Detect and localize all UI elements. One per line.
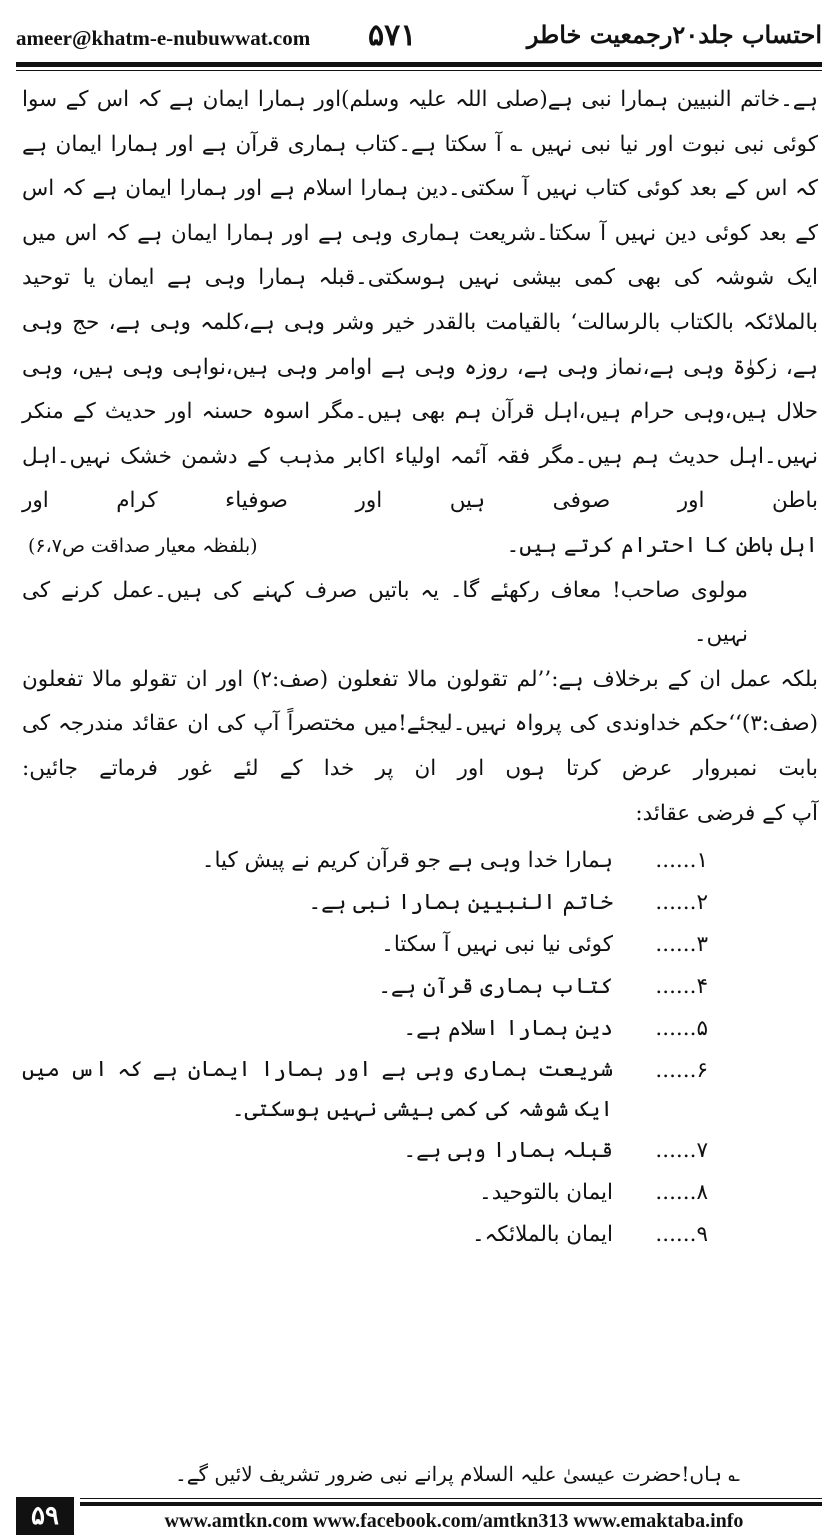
- footer-urls: www.amtkn.com www.facebook.com/amtkn313 www.emaktaba.info: [164, 1510, 744, 1532]
- list-item-text: خاتم النبیین ہمارا نبی ہے۔: [308, 890, 613, 916]
- header-rule-thick: [16, 62, 822, 67]
- footer-page-number: ۵۹: [16, 1497, 74, 1535]
- footer-rule-thin: [80, 1498, 822, 1499]
- list-item-text: ایمان بالملائکہ۔: [472, 1222, 613, 1248]
- list-item-number: ۵......: [655, 1016, 708, 1042]
- list-heading: آپ کے فرضی عقائد:: [635, 800, 818, 826]
- list-item-text: قبلہ ہمارا وہی ہے۔: [403, 1138, 613, 1164]
- list-item-number: ۱......: [655, 848, 708, 874]
- amal-paragraph: بلکہ عمل ان کے برخلاف ہے:’’لم تقولون مالا تفعلون (صف:۲) اور ان تقولو مالا تفعلون (صف:۳)‘‘حکم خداوندی کی پرواہ نہیں۔لیجئے!میں مختصراً آپ کی ان عقائد مندرجہ کی بابت نمبروار عرض کرتا ہوں اور ان پر خدا کے لئے غور فرماتے جائیں:: [22, 666, 818, 781]
- header-title: احتساب جلد۲۰رجمعیت خاطر: [526, 20, 822, 49]
- main-paragraph: ہے۔خاتم النبیین ہمارا نبی ہے(صلی اللہ علیہ وسلم)اور ہمارا ایمان ہے کہ اس کے سوا کوئی نبی نبوت اور نیا نبی نہیں ؎ آ سکتا ہے۔کتاب ہماری قرآن ہے اور ہمارا ایمان ہے کہ اس کے بعد کوئی کتاب نہیں آ سکتی۔دین ہمارا اسلام ہے اور ہمارا ایمان ہے کہ اس کے بعد کوئی دین نہیں آ سکتا۔شریعت ہماری وہی ہے اور ہمارا ایمان ہے کہ اس میں ایک شوشہ کی بھی کمی بیشی نہیں ہوسکتی۔قبلہ ہمارا وہی ہے ایمان یا توحید بالملائکہ بالکتاب بالرسالت‘ بالقیامت بالقدر خیر وشر وہی ہے،کلمہ وہی ہے، حج وہی ہے، زکوٰۃ وہی ہے،نماز وہی ہے، روزہ وہی ہے اوامر وہی ہیں،نواہی وہی ہیں، وہی حلال ہیں،وہی حرام ہیں،اہل قرآن ہم بھی ہیں۔مگر اسوہ حسنہ اور حدیث کے منکر نہیں۔اہل حدیث ہم ہیں۔مگر فقہ آئمہ اولیاء اکابر مذہب کے دشمن خشک نہیں۔اہل باطن اور صوفی ہیں اور صوفیاء کرام اور: [22, 87, 818, 514]
- list-item-text: کتاب ہماری قرآن ہے۔: [378, 974, 613, 1000]
- molvi-line: مولوی صاحب! معاف رکھئے گا۔ یہ باتیں صرف کہنے کی ہیں۔عمل کرنے کی نہیں۔: [22, 577, 748, 648]
- header-page-number: ۵۷۱: [368, 18, 417, 53]
- list-item-number: ۸......: [655, 1180, 708, 1206]
- list-item: [22, 1008, 818, 1050]
- list-item: [22, 924, 818, 966]
- list-item-text: کوئی نیا نبی نہیں آ سکتا۔: [381, 932, 613, 958]
- list-item: [22, 840, 818, 882]
- page-header: [16, 8, 822, 60]
- list-item-number: ۴......: [655, 974, 708, 1000]
- paragraph-end: اہل باطن کا احترام کرتے ہیں۔: [506, 532, 818, 558]
- citation: (بلفظہ معیار صداقت ص۶،۷): [28, 534, 258, 557]
- main-body: [22, 78, 818, 1256]
- footer-rule-thick: [80, 1502, 822, 1506]
- list-item-number: ۹......: [655, 1222, 708, 1248]
- footnote: ؎ ہاں!حضرت عیسیٰ علیہ السلام پرانے نبی ضرور تشریف لائیں گے۔: [175, 1462, 740, 1486]
- list-item-text: شریعت ہماری وہی ہے اور ہمارا ایمان ہے کہ اس میں ایک شوشہ کی کمی بیشی نہیں ہوسکتی۔: [22, 1057, 613, 1123]
- list-item: [22, 966, 818, 1008]
- list-item-number: ۳......: [655, 932, 708, 958]
- list-item: [22, 882, 818, 924]
- list-item-number: ۷......: [655, 1138, 708, 1164]
- list-item: [22, 1050, 818, 1130]
- list-item-number: ۲......: [655, 890, 708, 916]
- paragraph-end-row: [22, 524, 818, 569]
- list-item: [22, 1130, 818, 1172]
- list-item-text: ہمارا خدا وہی ہے جو قرآن کریم نے پیش کیا۔: [201, 848, 613, 874]
- list-item: [22, 1214, 818, 1256]
- list-item: [22, 1172, 818, 1214]
- list-item-text: ایمان بالتوحید۔: [479, 1180, 613, 1206]
- beliefs-list: [22, 840, 818, 1256]
- header-email: ameer@khatm-e-nubuwwat.com: [16, 26, 311, 50]
- list-item-number: ۶......: [655, 1058, 708, 1084]
- header-rule-thin: [16, 70, 822, 71]
- list-item-text: دین ہمارا اسلام ہے۔: [403, 1016, 613, 1042]
